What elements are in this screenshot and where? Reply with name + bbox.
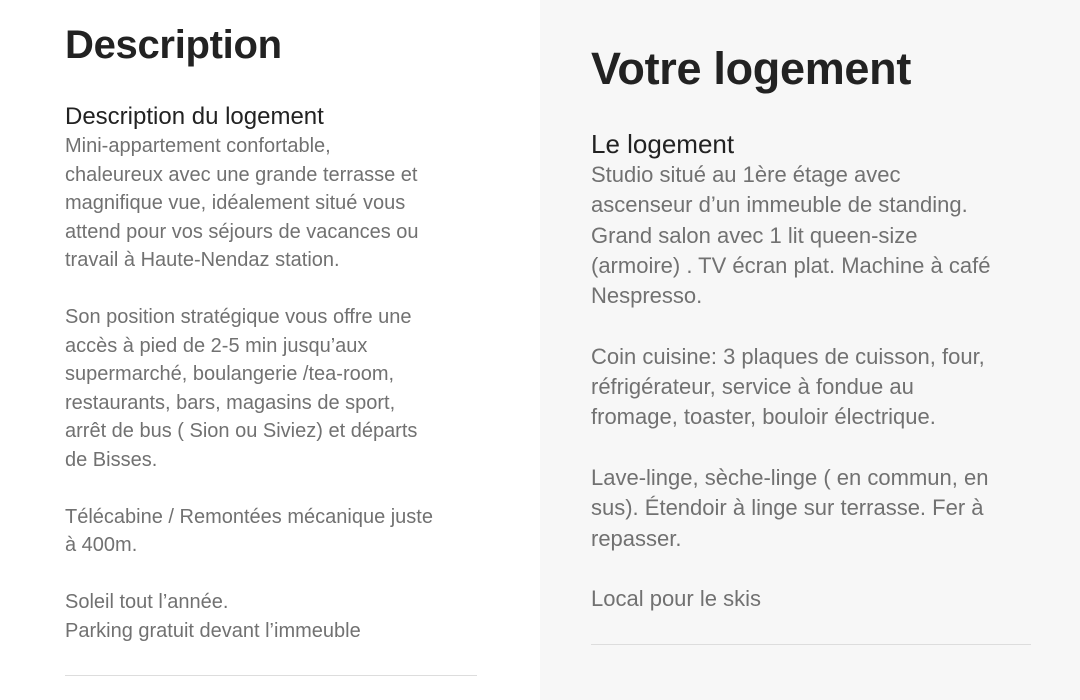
paragraph-location: Son position stratégique vous offre une accès à pied de 2-5 min jusqu’aux supermarché, boulangerie /tea-room, restaurants, bars, magasins de sport, arrêt de bus ( Sion ou Siviez) et départs de Bisses. (65, 306, 418, 471)
accommodation-section (591, 40, 1031, 645)
section-title: Votre logement (591, 43, 912, 94)
paragraph-ski-room: Local pour le skis (591, 586, 761, 612)
description-section (65, 18, 477, 676)
section-subtitle: Le logement (591, 129, 735, 159)
section-title: Description (65, 23, 282, 67)
accommodation-panel (540, 0, 1080, 700)
paragraph-intro: Mini-appartement confortable, chaleureux avec une grande terrasse et magnifique vue, idéalement situé vous attend pour vos séjours de vacances ou travail à Haute-Nendaz station. (65, 135, 419, 271)
section-subtitle: Description du logement (65, 103, 324, 130)
paragraph-sun-parking: Soleil tout l’année. Parking gratuit devant l’immeuble (65, 591, 361, 642)
paragraph-cable-car: Télécabine / Remontées mécanique juste à 400m. (65, 505, 433, 556)
paragraph-kitchen: Coin cuisine: 3 plaques de cuisson, four, réfrigérateur, service à fondue au fromage, toaster, bouloir électrique. (591, 343, 985, 430)
paragraph-laundry: Lave-linge, sèche-linge ( en commun, en sus). Étendoir à linge sur terrasse. Fer à repasser. (591, 464, 989, 551)
section-divider (591, 644, 1031, 645)
section-divider (65, 675, 477, 676)
paragraph-studio: Studio situé au 1ère étage avec ascenseur d’un immeuble de standing. Grand salon avec 1 lit queen-size (armoire) . TV écran plat. Machine à café Nespresso. (591, 162, 991, 309)
